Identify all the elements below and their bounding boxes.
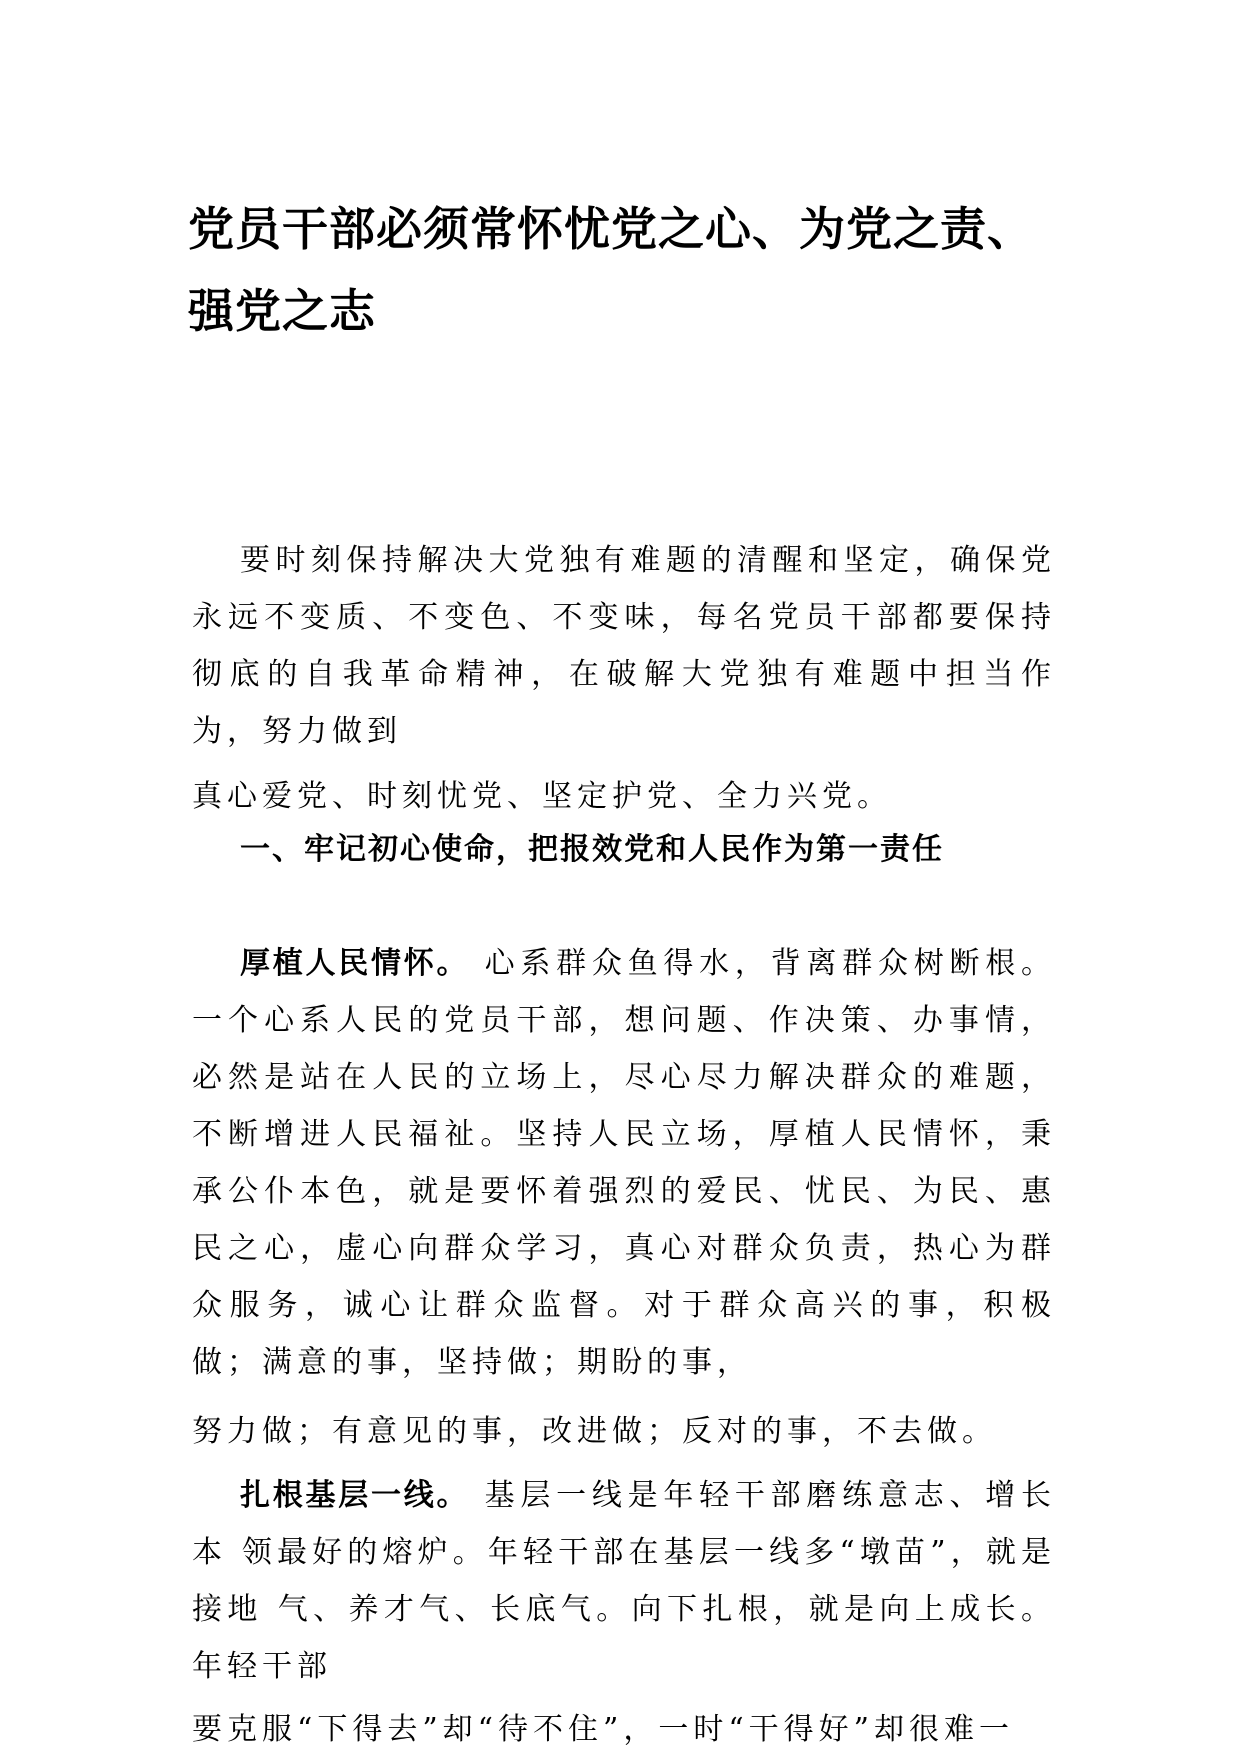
section-1-heading: 一、牢记初心使命，把报效党和人民作为第一责任: [240, 832, 944, 867]
paragraph-2-body: 基层一线是年轻干部磨练意志、增长本 领最好的熔炉。年轻干部在基层一线多“墩苗”，就是接地 气、养才气、长底气。向下扎根，就是向上成长。年轻干部: [192, 1478, 1056, 1684]
paragraph-1-body: 心系群众鱼得水，背离群众树断根。 一个心系人民的党员干部，想问题、作决策、办事情，必然是站在人民的立场上，尽心尽力解决群众的难题，不断增进人民福祉。坚持人民立场，厚植人民情怀，秉承公仆本色，就是要怀着强烈的爱民、忧民、为民、惠民之心，虚心向群众学习，真心对群众负责，热心为群众服务，诚心让群众监督。对于群众高兴的事，积极做；满意的事，坚持做；期盼的事，: [192, 946, 1056, 1380]
paragraph-1-lead: 厚植人民情怀。: [240, 946, 470, 981]
document-title: 党员干部必须常怀忧党之心、为党之责、强党之志: [188, 202, 1034, 338]
section-1-paragraph-2: [192, 1467, 1056, 1695]
paragraph-2-lead: 扎根基层一线。: [240, 1478, 470, 1513]
paragraph-3-body: 要克服“下得去”却“待不住”，一时“干得好”却很难一: [192, 1712, 1015, 1747]
intro-paragraph: [192, 532, 1056, 825]
intro-paragraph-body: 要时刻保持解决大党独有难题的清醒和坚定，确保党永远不变质、不变色、不变味，每名党员干部都要保持彻底的自我革命精神，在破解大党独有难题中担当作为，努力做到: [192, 543, 1056, 749]
section-1-paragraph-3: [192, 1701, 1056, 1758]
paragraph-1-last-line: 努力做；有意见的事，改进做；反对的事，不去做。: [192, 1414, 997, 1449]
intro-paragraph-last-line: 真心爱党、时刻忧党、坚定护党、全力兴党。: [192, 779, 892, 814]
section-1-paragraph-1: [192, 935, 1056, 1460]
